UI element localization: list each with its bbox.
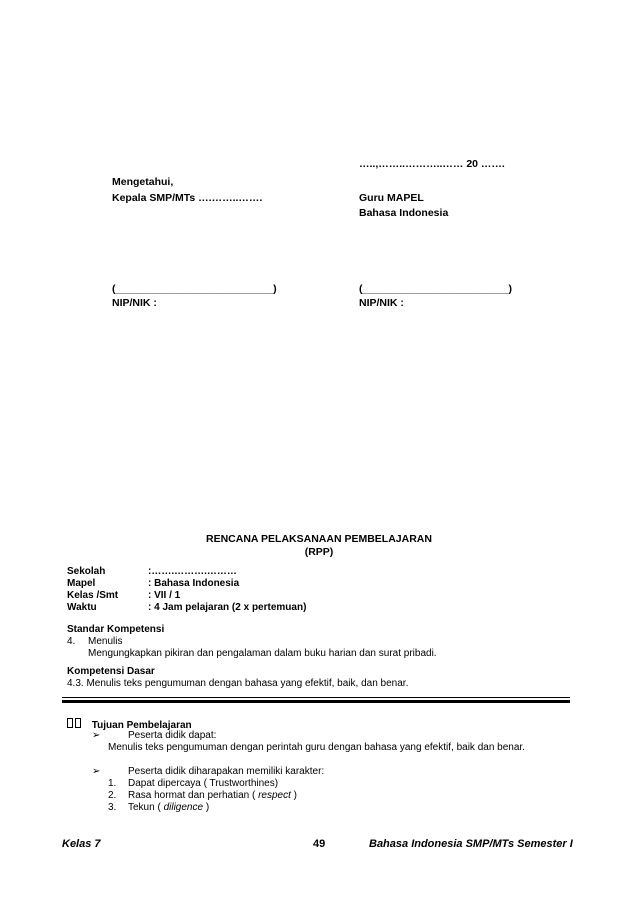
rpp-title: RENCANA PELAKSANAAN PEMBELAJARAN [206,533,432,545]
tujuan-bullet-1: Peserta didik dapat: [128,730,217,741]
footer-class: Kelas 7 [62,838,101,850]
karakter-number: 3. [108,802,117,813]
page-number: 49 [313,838,326,850]
standar-item: Menulis [88,636,123,647]
tujuan-heading: Tujuan Pembelajaran [91,720,192,731]
karakter-item: Rasa hormat dan perhatian ( respect ) [128,790,297,801]
info-label-waktu: Waktu [67,602,97,613]
acknowledge-label: Mengetahui, [112,176,174,188]
date-line: …..,……..………..…… 20 ……. [359,158,505,170]
principal-signature-blank: (___________________________) [112,283,277,295]
tujuan-desc-1: Menulis teks pengumuman dengan perintah guru dengan bahasa yang efektif, baik dan benar. [108,742,525,753]
info-value-sekolah: :…….……….……… [148,566,237,577]
tujuan-bullet-2: Peserta didik diharapakan memiliki karakter: [128,766,325,777]
karakter-item: Tekun ( diligence ) [128,802,210,813]
divider-bottom [62,700,570,703]
teacher-subject: Bahasa Indonesia [359,207,449,219]
karakter-number: 2. [108,790,117,801]
karakter-number: 1. [108,778,117,789]
standar-heading: Standar Kompetensi [67,624,165,635]
kompetensi-item: 4.3. Menulis teks pengumuman dengan bahasa yang efektif, baik, dan benar. [67,678,409,689]
info-label-mapel: Mapel [67,578,96,589]
arrow-bullet-icon: ➢ [92,766,101,777]
karakter-item: Dapat dipercaya ( Trustworthines) [128,778,279,789]
footer-subject: Bahasa Indonesia SMP/MTs Semester I [369,838,573,850]
standar-desc: Mengungkapkan pikiran dan pengalaman dalam buku harian dan surat pribadi. [88,648,437,659]
teacher-nip: NIP/NIK : [359,297,404,309]
kompetensi-heading: Kompetensi Dasar [67,666,155,677]
principal-title: Kepala SMP/MTs ….……..……. [112,192,263,204]
info-label-sekolah: Sekolah [67,566,106,577]
info-value-waktu: : 4 Jam pelajaran (2 x pertemuan) [148,602,307,613]
standar-number: 4. [67,636,76,647]
checkbox-icon [67,720,83,731]
teacher-title: Guru MAPEL [359,192,424,204]
teacher-signature-blank: (_________________________) [359,283,512,295]
arrow-bullet-icon: ➢ [92,730,101,741]
info-label-kelas: Kelas /Smt [67,590,119,601]
principal-nip: NIP/NIK : [112,297,157,309]
info-value-kelas: : VII / 1 [148,590,181,601]
rpp-subtitle: (RPP) [304,546,334,558]
info-value-mapel: : Bahasa Indonesia [148,578,240,589]
divider-top [62,697,570,698]
